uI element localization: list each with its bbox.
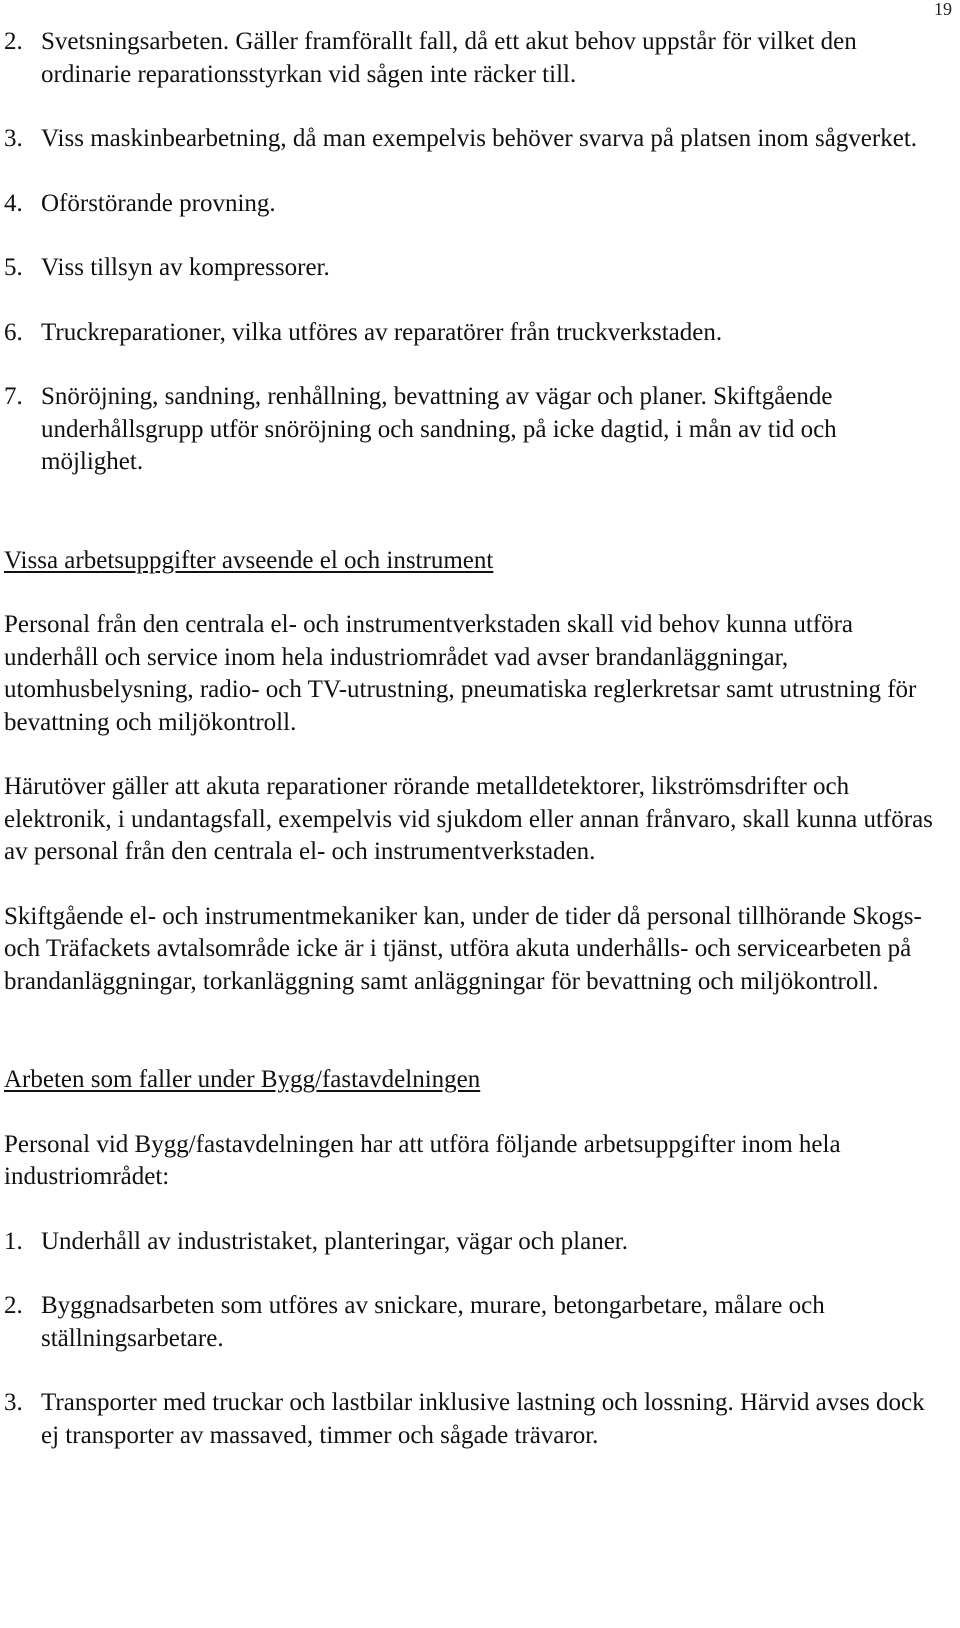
list-item <box>4 1290 934 1355</box>
list-item <box>4 381 934 479</box>
list-item <box>4 26 934 91</box>
page-number: 19 <box>934 0 952 19</box>
paragraph: Skiftgående el- och instrumentmekaniker kan, under de tider då personal tillhörande Skogs- och Träfackets avtalsområde icke är i tjänst, utföra akuta underhålls- och servicearbeten på brandanläggningar, torkanläggning samt anläggningar för bevattning och miljökontroll. <box>4 902 922 995</box>
list-text: Viss maskinbearbetning, då man exempelvis behöver svarva på platsen inom sågverket. <box>41 125 918 152</box>
list-item <box>4 1226 934 1259</box>
list-item <box>4 188 934 221</box>
list-number: 1. <box>4 1227 23 1255</box>
list-number: 7. <box>4 383 23 410</box>
list-text: Byggnadsarbeten som utföres av snickare, murare, betongarbetare, målare och ställningsarbetare. <box>41 1292 825 1352</box>
list-item <box>4 252 934 285</box>
list-text: Svetsningsarbeten. Gäller framförallt fall, då ett akut behov uppstår för vilket den ordinarie reparationsstyrkan vid sågen inte räcker till. <box>41 28 857 88</box>
section-heading-bygg-fast: Arbeten som faller under Bygg/fastavdelningen <box>4 1066 481 1093</box>
list-text: Snöröjning, sandning, renhållning, bevattning av vägar och planer. Skiftgående underhållsgrupp utför snöröjning och sandning, på icke dagtid, i mån av tid och möjlighet. <box>41 383 837 475</box>
paragraph: Personal vid Bygg/fastavdelningen har att utföra följande arbetsuppgifter inom hela industriområdet: <box>4 1130 841 1190</box>
list-number: 2. <box>4 1292 23 1319</box>
list-text: Underhåll av industristaket, planteringar, vägar och planer. <box>41 1227 628 1255</box>
list-text: Truckreparationer, vilka utföres av reparatörer från truckverkstaden. <box>41 318 723 346</box>
list-number: 5. <box>4 254 23 281</box>
list-text: Viss tillsyn av kompressorer. <box>41 254 330 281</box>
list-number: 6. <box>4 318 23 346</box>
list-number: 2. <box>4 28 23 55</box>
list-number: 3. <box>4 1389 23 1416</box>
paragraph: Härutöver gäller att akuta reparationer rörande metalldetektorer, likströmsdrifter och elektronik, i undantagsfall, exempelvis vid sjukdom eller annan frånvaro, skall kunna utföras av personal från den centrala el- och instrumentverkstaden. <box>4 773 933 865</box>
list-text: Oförstörande provning. <box>41 189 276 217</box>
paragraph: Personal från den centrala el- och instrumentverkstaden skall vid behov kunna utföra underhåll och service inom hela industriområdet vad avser brandanläggningar, utomhusbelysning, radio- och TV-utrustning, pneumatiska reglerkretsar samt utrustning för bevattning och miljökontroll. <box>4 611 917 736</box>
list-text: Transporter med truckar och lastbilar inklusive lastning och lossning. Härvid avses dock ej transporter av massaved, timmer och sågade trävaror. <box>41 1389 925 1449</box>
section-heading-el-instrument: Vissa arbetsuppgifter avseende el och instrument <box>4 546 494 574</box>
document-body <box>4 26 934 1452</box>
list-item <box>4 1387 934 1452</box>
list-item <box>4 317 934 350</box>
list-item <box>4 123 934 156</box>
list-number: 3. <box>4 125 23 152</box>
list-number: 4. <box>4 189 23 217</box>
